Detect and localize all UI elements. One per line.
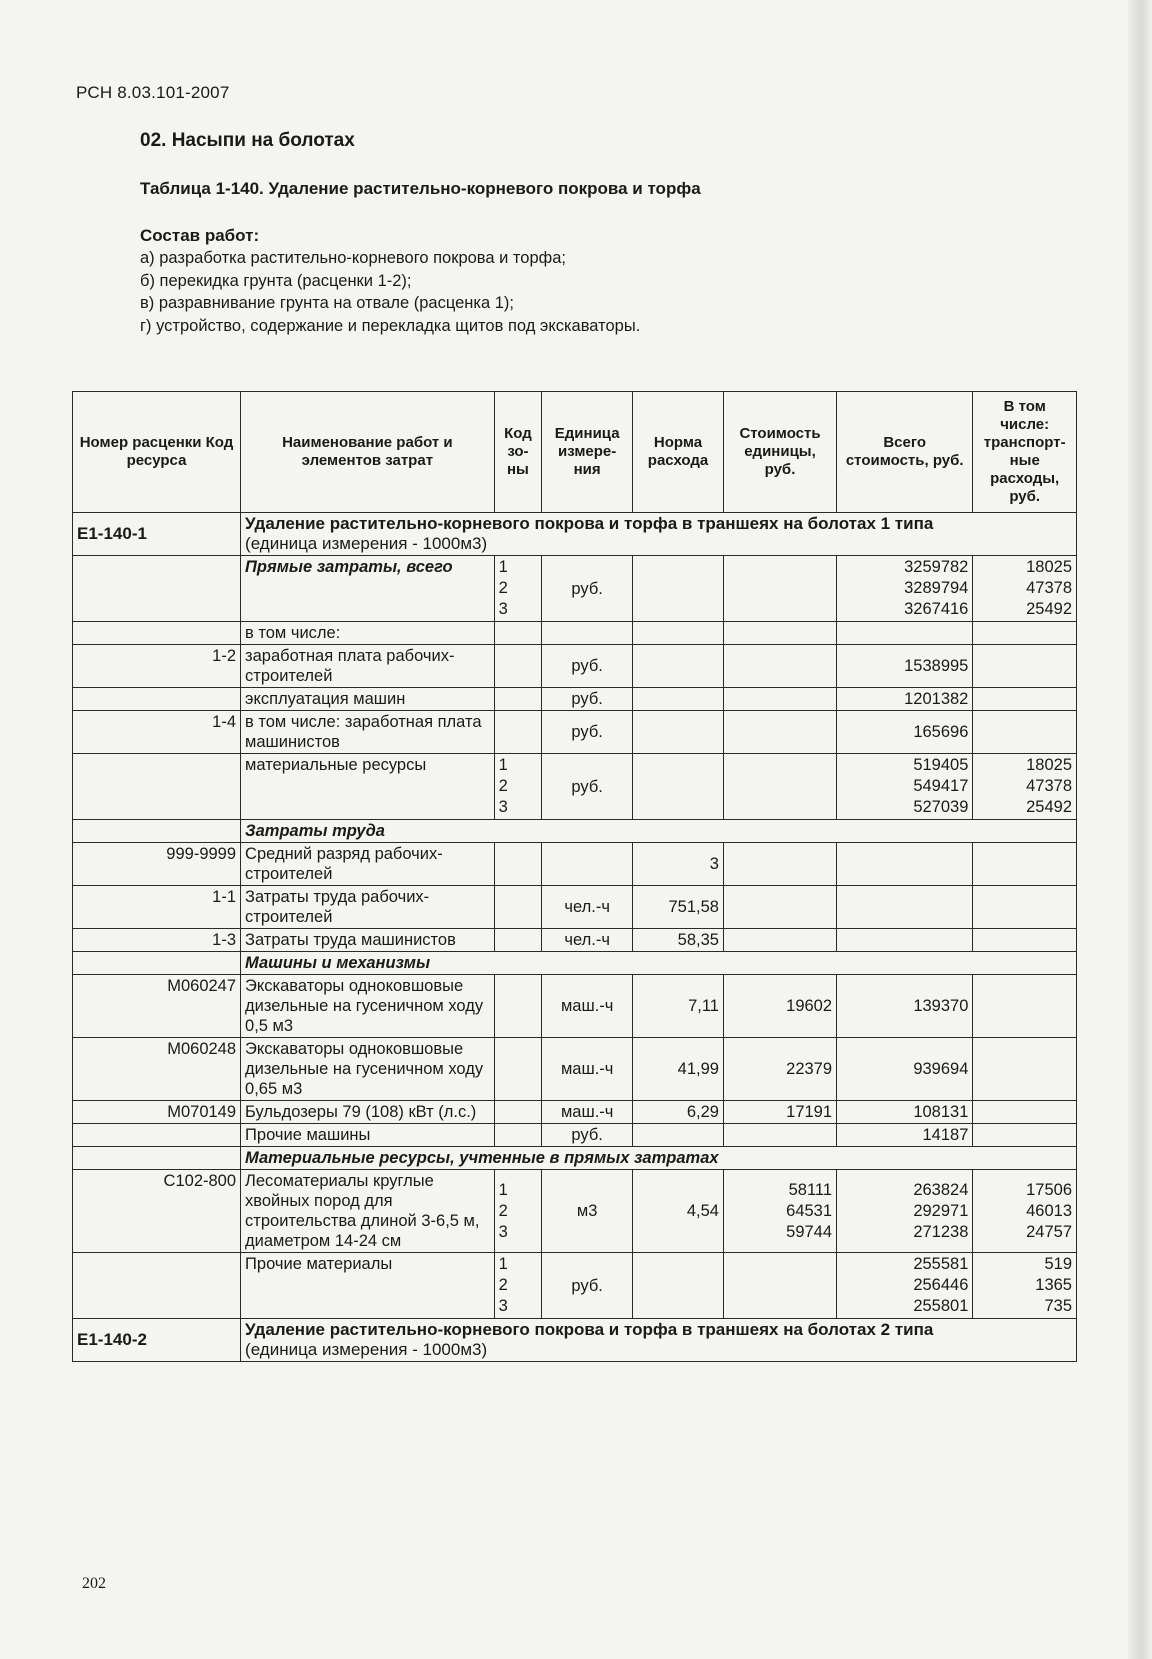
unit-cell: чел.-ч	[542, 886, 633, 929]
unit-cell	[542, 843, 633, 886]
item-name: Прочие машины	[241, 1124, 495, 1147]
page-edge-shadow	[1128, 0, 1152, 1659]
unit-cell: маш.-ч	[542, 975, 633, 1038]
rate-code: 1-3	[73, 929, 241, 952]
col-header-total: Всего стоимость, руб.	[837, 392, 973, 513]
document-code: РСН 8.03.101-2007	[76, 83, 230, 102]
work-item: в) разравнивание грунта на отвале (расценка 1);	[140, 294, 515, 312]
work-composition-heading: Состав работ:	[140, 226, 260, 245]
unit-cell: маш.-ч	[542, 1038, 633, 1101]
section-row	[73, 513, 1077, 556]
unit-cell: руб.	[542, 556, 633, 622]
zone-cell: 1 2 3	[494, 754, 542, 820]
rate-code: 999-9999	[73, 843, 241, 886]
item-name: заработная плата рабочих-строителей	[241, 645, 495, 688]
work-item: а) разработка растительно-корневого покрова и торфа;	[140, 249, 566, 267]
item-name: Экскаваторы одноковшовые дизельные на гусеничном ходу 0,65 м3	[241, 1038, 495, 1101]
transport-cell: 17506 46013 24757	[973, 1170, 1077, 1253]
total-cell: 3259782 3289794 3267416	[837, 556, 973, 622]
rate-code: М070149	[73, 1101, 241, 1124]
rate-code: М060247	[73, 975, 241, 1038]
section-title: 02. Насыпи на болотах	[140, 130, 355, 151]
table-row	[73, 1038, 1077, 1101]
unit-cell: руб.	[542, 688, 633, 711]
total-cell: 165696	[837, 711, 973, 754]
zone-cell: 1 2 3	[494, 1170, 542, 1253]
table-title: Таблица 1-140. Удаление растительно-корневого покрова и торфа	[140, 179, 701, 198]
norm-cell: 3	[633, 843, 724, 886]
total-cell: 255581 256446 255801	[837, 1253, 973, 1319]
col-header-name: Наименование работ и элементов затрат	[241, 392, 495, 513]
table-header-row	[73, 392, 1077, 513]
section-name: Удаление растительно-корневого покрова и торфа в траншеях на болотах 1 типа	[245, 514, 934, 533]
item-name: эксплуатация машин	[241, 688, 495, 711]
item-name: Затраты труда рабочих-строителей	[241, 886, 495, 929]
item-name: Лесоматериалы круглые хвойных пород для строительства длиной 3-6,5 м, диаметром 14-24 см	[241, 1170, 495, 1253]
section-title-cell	[241, 1319, 1077, 1362]
norm-cell: 6,29	[633, 1101, 724, 1124]
page-number: 202	[82, 1575, 106, 1592]
section-unit: (единица измерения - 1000м3)	[245, 534, 488, 553]
table-row	[73, 843, 1077, 886]
norm-cell: 58,35	[633, 929, 724, 952]
item-name: в том числе: заработная плата машинистов	[241, 711, 495, 754]
unit-cell: м3	[542, 1170, 633, 1253]
machines-heading: Машины и механизмы	[241, 952, 1077, 975]
total-cell: 263824 292971 271238	[837, 1170, 973, 1253]
item-name: материальные ресурсы	[241, 754, 495, 820]
col-header-code: Номер расценки Код ресурса	[73, 392, 241, 513]
col-header-unit-price: Стоимость единицы, руб.	[723, 392, 836, 513]
table-row	[73, 1124, 1077, 1147]
work-item: б) перекидка грунта (расценки 1-2);	[140, 271, 412, 290]
table-row	[73, 688, 1077, 711]
rate-code: 1-4	[73, 711, 241, 754]
norm-cell: 41,99	[633, 1038, 724, 1101]
materials-heading: Материальные ресурсы, учтенные в прямых затратах	[241, 1147, 1077, 1170]
unit-cell: руб.	[542, 1253, 633, 1319]
norm-cell: 4,54	[633, 1170, 724, 1253]
table-row	[73, 754, 1077, 820]
total-cell: 139370	[837, 975, 973, 1038]
unit-cell: руб.	[542, 754, 633, 820]
total-cell: 1538995	[837, 645, 973, 688]
rates-table	[72, 391, 1077, 1362]
section-code: Е1-140-2	[73, 1319, 241, 1362]
table-row	[73, 929, 1077, 952]
item-name: Экскаваторы одноковшовые дизельные на гусеничном ходу 0,5 м3	[241, 975, 495, 1038]
item-name: Бульдозеры 79 (108) кВт (л.с.)	[241, 1101, 495, 1124]
section-unit: (единица измерения - 1000м3)	[245, 1340, 488, 1359]
table-row	[73, 975, 1077, 1038]
labor-heading: Затраты труда	[241, 820, 1077, 843]
total-cell: 108131	[837, 1101, 973, 1124]
section-row	[73, 1319, 1077, 1362]
norm-cell: 7,11	[633, 975, 724, 1038]
item-name: Затраты труда машинистов	[241, 929, 495, 952]
total-cell: 14187	[837, 1124, 973, 1147]
transport-cell: 18025 47378 25492	[973, 754, 1077, 820]
work-item: г) устройство, содержание и перекладка щитов под экскаваторы.	[140, 316, 641, 335]
section-title-cell	[241, 513, 1077, 556]
table-row	[73, 1253, 1077, 1319]
direct-costs-label: Прямые затраты, всего	[241, 556, 495, 622]
subheading-row	[73, 1147, 1077, 1170]
item-name: Средний разряд рабочих-строителей	[241, 843, 495, 886]
table-row	[73, 645, 1077, 688]
table-row	[73, 886, 1077, 929]
price-cell: 17191	[723, 1101, 836, 1124]
table-row	[73, 1170, 1077, 1253]
section-name: Удаление растительно-корневого покрова и торфа в траншеях на болотах 2 типа	[245, 1320, 934, 1339]
including-label: в том числе:	[241, 622, 495, 645]
table-row	[73, 1101, 1077, 1124]
unit-cell: руб.	[542, 711, 633, 754]
col-header-transport: В том числе: транспорт-ные расходы, руб.	[973, 392, 1077, 513]
price-cell: 58111 64531 59744	[723, 1170, 836, 1253]
total-cell: 939694	[837, 1038, 973, 1101]
unit-cell: руб.	[542, 1124, 633, 1147]
col-header-norm: Норма расхода	[633, 392, 724, 513]
unit-cell: чел.-ч	[542, 929, 633, 952]
unit-cell: маш.-ч	[542, 1101, 633, 1124]
table-row	[73, 556, 1077, 622]
zone-cell: 1 2 3	[494, 556, 542, 622]
subheading-row	[73, 952, 1077, 975]
unit-cell: руб.	[542, 645, 633, 688]
table-row	[73, 622, 1077, 645]
transport-cell: 519 1365 735	[973, 1253, 1077, 1319]
total-cell: 1201382	[837, 688, 973, 711]
total-cell: 519405 549417 527039	[837, 754, 973, 820]
price-cell: 19602	[723, 975, 836, 1038]
norm-cell: 751,58	[633, 886, 724, 929]
section-code: Е1-140-1	[73, 513, 241, 556]
rate-code: 1-1	[73, 886, 241, 929]
rate-code: М060248	[73, 1038, 241, 1101]
col-header-zone: Код зо-ны	[494, 392, 542, 513]
zone-cell: 1 2 3	[494, 1253, 542, 1319]
rate-code: 1-2	[73, 645, 241, 688]
table-row	[73, 711, 1077, 754]
work-items-list	[140, 247, 640, 337]
subheading-row	[73, 820, 1077, 843]
col-header-unit: Единица измере-ния	[542, 392, 633, 513]
rate-code: С102-800	[73, 1170, 241, 1253]
item-name: Прочие материалы	[241, 1253, 495, 1319]
transport-cell: 18025 47378 25492	[973, 556, 1077, 622]
price-cell: 22379	[723, 1038, 836, 1101]
